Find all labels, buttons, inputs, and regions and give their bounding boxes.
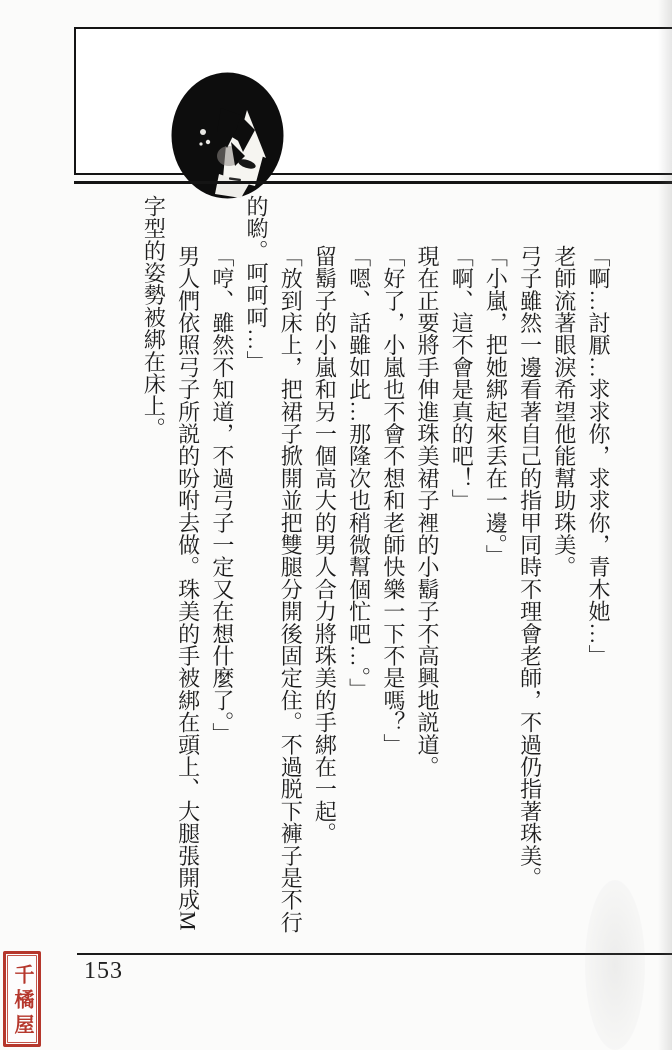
text-column: 「啊…討厭…求求你，求求你，青木她…」 (586, 245, 611, 667)
footer-rule (77, 953, 672, 955)
publisher-seal (3, 951, 41, 1047)
seal-text: 千橘屋 (11, 963, 33, 1039)
text-column: 弓子雖然一邊看著自己的指甲同時不理會老師，不過仍指著珠美。 (517, 245, 543, 889)
text-column: 「嗯、話雖如此…那隆次也稍微幫個忙吧…。」 (346, 245, 372, 701)
portrait-image (171, 72, 284, 199)
seal-inner-frame (7, 955, 37, 1043)
text-column: 「啊、這不會是真的吧！」 (449, 245, 475, 512)
text-area (133, 195, 615, 953)
text-column: 現在正要將手伸進珠美裙子裡的小鬍子不高興地説道。 (415, 245, 440, 778)
page-number: 153 (84, 958, 123, 984)
text-column: 字型的姿勢被綁在床上。 (141, 195, 167, 440)
text-column: 男人們依照弓子所説的吩咐去做。珠美的手被綁在頭上、大腿張開成M (175, 245, 201, 931)
text-column: 的喲。呵呵呵…」 (244, 195, 269, 373)
text-column: 老師流著眼淚希望他能幫助珠美。 (551, 245, 577, 578)
text-column: 「小嵐，把她綁起來丢在一邊。」 (483, 245, 509, 567)
header-panel (74, 27, 672, 175)
scan-shading-blob (585, 880, 645, 1050)
header-double-rule (74, 181, 672, 184)
text-column: 「好了，小嵐也不會不想和老師快樂一下不是嗎？」 (380, 245, 406, 756)
text-column: 留鬍子的小嵐和另一個高大的男人合力將珠美的手綁在一起。 (312, 245, 338, 845)
text-column: 「放到床上，把裙子掀開並把雙腿分開後固定住。不過脱下褲子是不行 (278, 245, 304, 934)
text-column: 「哼、雖然不知道，不過弓子一定又在想什麼了。」 (209, 245, 235, 745)
scan-shading-right (658, 0, 672, 1050)
